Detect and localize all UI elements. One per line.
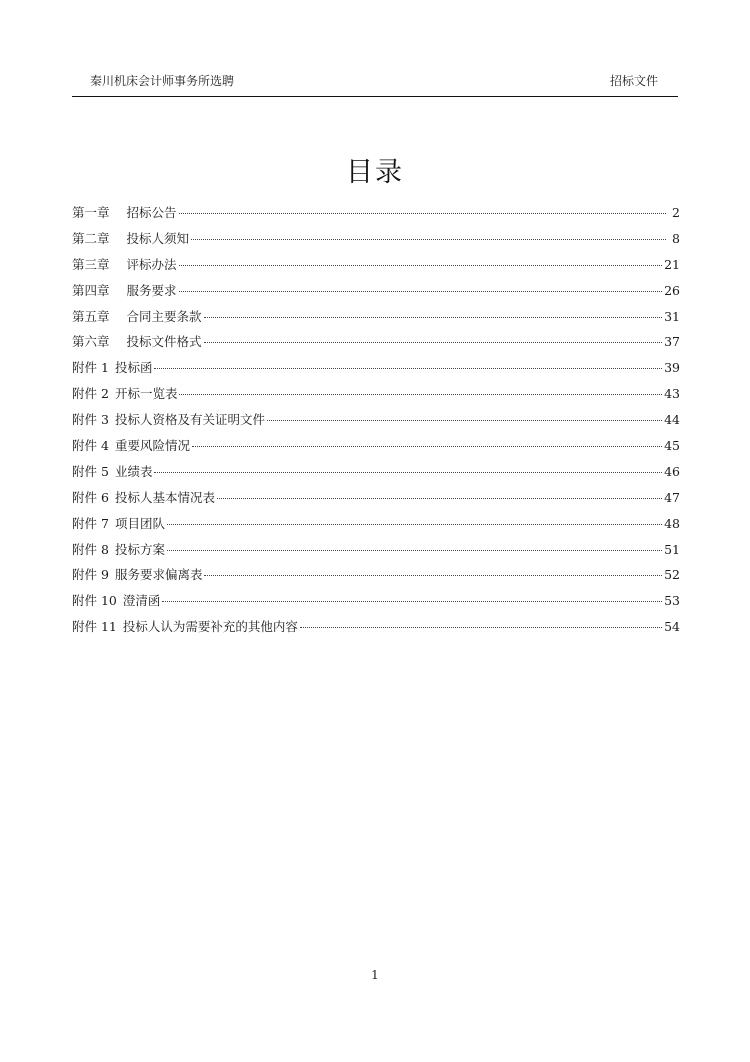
toc-entry-page: 51 <box>664 541 680 557</box>
toc-entry-page: 21 <box>664 256 680 272</box>
toc-entry-page: 39 <box>664 360 680 376</box>
toc-entry-prefix: 附件 2 <box>72 386 109 402</box>
toc-dot-leader <box>217 498 662 499</box>
toc-entry[interactable] <box>72 540 680 566</box>
toc-entry-label: 项目团队 <box>114 515 165 531</box>
toc-entry-page: 44 <box>664 412 680 428</box>
header-document-name: 秦川机床会计师事务所选聘 <box>90 74 235 88</box>
toc-entry-page: 43 <box>664 386 680 402</box>
toc-entry-page: 26 <box>664 282 680 298</box>
toc-entry-prefix: 附件 5 <box>72 463 109 479</box>
toc-dot-leader <box>179 394 662 395</box>
toc-dot-leader <box>179 265 663 266</box>
toc-entry[interactable] <box>72 358 680 384</box>
toc-entry-prefix: 第三章 <box>72 256 110 272</box>
toc-dot-leader <box>154 472 662 473</box>
toc-dot-leader <box>191 239 666 240</box>
toc-dot-leader <box>162 601 662 602</box>
toc-entry[interactable] <box>72 514 680 540</box>
toc-entry-label: 澄清函 <box>122 593 161 609</box>
toc-entry[interactable] <box>72 332 680 358</box>
toc-entry-label: 服务要求 <box>126 282 177 298</box>
toc-entry-prefix: 第二章 <box>72 230 110 246</box>
toc-dot-leader <box>167 524 662 525</box>
toc-dot-leader <box>204 575 662 576</box>
toc-entry[interactable] <box>72 436 680 462</box>
toc-entry[interactable] <box>72 462 680 488</box>
toc-entry[interactable] <box>72 281 680 307</box>
toc-dot-leader <box>204 317 663 318</box>
toc-entry-label: 评标办法 <box>126 256 177 272</box>
toc-entry-page: 31 <box>664 308 680 324</box>
toc-dot-leader <box>204 342 663 343</box>
toc-entry-prefix: 第四章 <box>72 282 110 298</box>
toc-entry-page: 47 <box>664 489 680 505</box>
toc-entry-prefix: 第六章 <box>72 334 110 350</box>
toc-entry-prefix: 附件 10 <box>72 593 117 609</box>
toc-entry-page: 2 <box>672 205 680 220</box>
toc-dot-leader <box>267 420 662 421</box>
toc-dot-leader <box>300 627 662 628</box>
toc-entry-label: 投标人资格及有关证明文件 <box>114 412 265 428</box>
toc-entry-label: 投标人认为需要补充的其他内容 <box>122 619 298 635</box>
page-header <box>72 70 678 97</box>
toc-entry-page: 52 <box>664 567 680 583</box>
toc-entry[interactable] <box>72 591 680 617</box>
toc-entry-page: 37 <box>664 334 680 350</box>
toc-entry-prefix: 附件 9 <box>72 567 109 583</box>
toc-entry-prefix: 第一章 <box>72 205 110 220</box>
toc-entry-page: 8 <box>672 230 680 246</box>
toc-dot-leader <box>179 291 663 292</box>
toc-entry-prefix: 附件 7 <box>72 515 109 531</box>
toc-entry-label: 招标公告 <box>126 205 177 220</box>
toc-entry-label: 投标方案 <box>114 541 165 557</box>
toc-entry-prefix: 附件 1 <box>72 360 109 376</box>
toc-entry[interactable] <box>72 488 680 514</box>
toc-entry-page: 53 <box>664 593 680 609</box>
toc-dot-leader <box>154 368 662 369</box>
toc-entry[interactable] <box>72 410 680 436</box>
header-document-type: 招标文件 <box>609 74 658 88</box>
table-of-contents <box>72 203 680 643</box>
toc-entry-page: 45 <box>664 438 680 454</box>
toc-dot-leader <box>192 446 662 447</box>
toc-entry-page: 54 <box>664 619 680 635</box>
toc-entry-prefix: 附件 8 <box>72 541 109 557</box>
toc-entry[interactable] <box>72 617 680 643</box>
toc-entry[interactable] <box>72 384 680 410</box>
toc-entry-label: 合同主要条款 <box>126 308 202 324</box>
toc-entry-prefix: 第五章 <box>72 308 110 324</box>
toc-entry-page: 48 <box>664 515 680 531</box>
toc-entry-prefix: 附件 4 <box>72 438 109 454</box>
toc-entry-label: 业绩表 <box>114 463 153 479</box>
toc-entry[interactable] <box>72 203 680 229</box>
toc-dot-leader <box>167 550 662 551</box>
toc-entry-label: 开标一览表 <box>114 386 178 402</box>
toc-entry-page: 46 <box>664 463 680 479</box>
toc-entry-label: 投标函 <box>114 360 153 376</box>
toc-entry-label: 服务要求偏离表 <box>114 567 203 583</box>
toc-entry[interactable] <box>72 255 680 281</box>
toc-entry-label: 投标文件格式 <box>126 334 202 350</box>
toc-entry-prefix: 附件 11 <box>72 619 117 635</box>
toc-entry-prefix: 附件 3 <box>72 412 109 428</box>
toc-entry-label: 重要风险情况 <box>114 438 190 454</box>
page-number: 1 <box>371 968 379 982</box>
toc-entry[interactable] <box>72 229 680 255</box>
toc-dot-leader <box>179 213 666 214</box>
toc-entry-label: 投标人须知 <box>126 230 190 246</box>
toc-entry[interactable] <box>72 565 680 591</box>
toc-entry-label: 投标人基本情况表 <box>114 489 215 505</box>
page-title: 目录 <box>346 157 404 188</box>
toc-entry[interactable] <box>72 307 680 333</box>
toc-entry-prefix: 附件 6 <box>72 489 109 505</box>
